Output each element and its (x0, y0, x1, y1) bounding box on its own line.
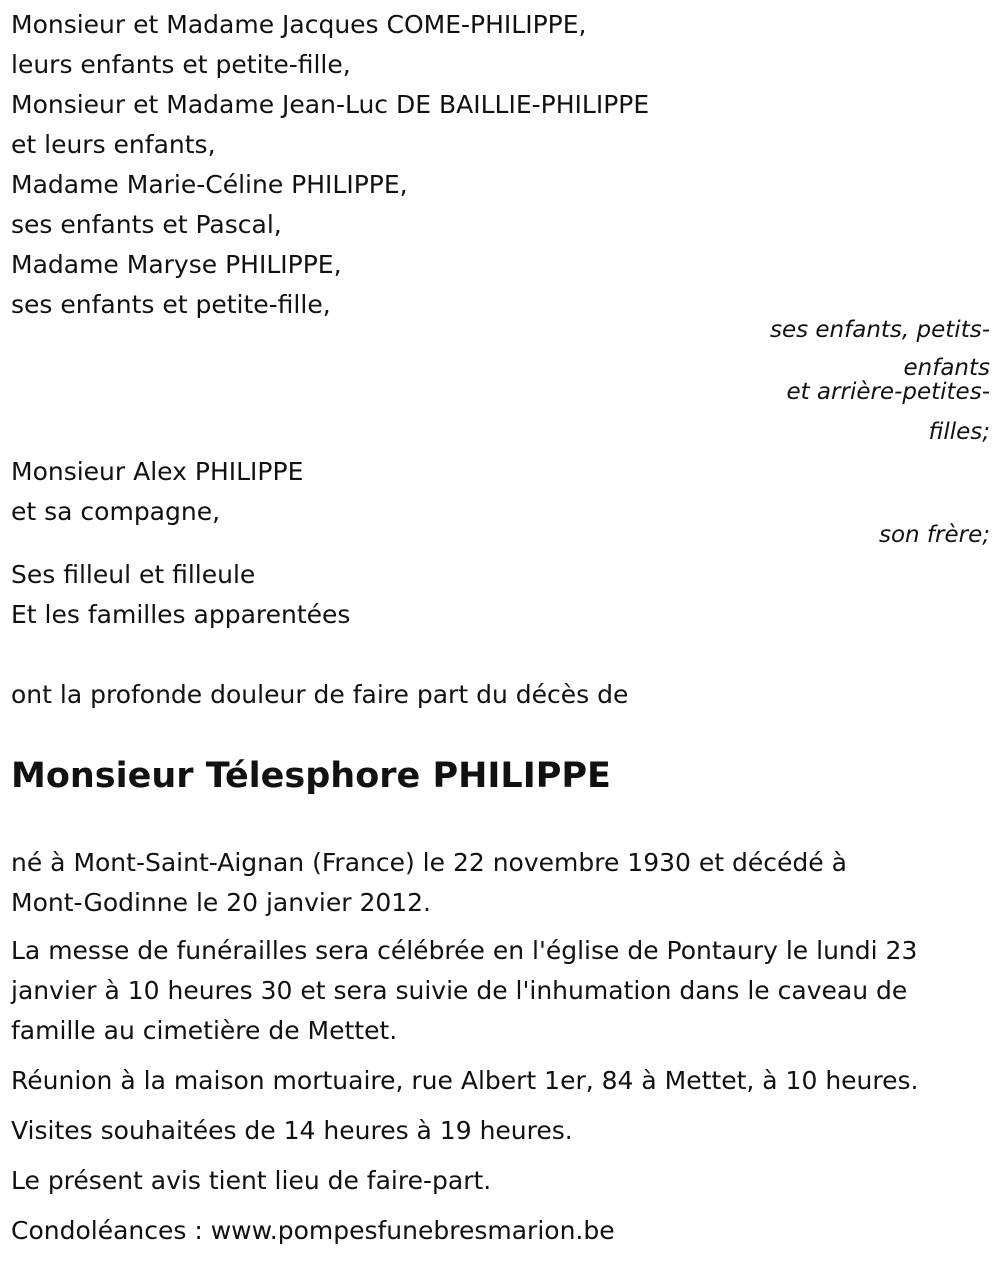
birth-death-line: Mont-Godinne le 20 janvier 2012. (11, 888, 432, 917)
notice-line: Le présent avis tient lieu de faire-part. (11, 1166, 492, 1195)
family-line: Monsieur et Madame Jean-Luc DE BAILLIE-PHILIPPE (11, 90, 650, 119)
family-line: ses enfants et petite-fille, (11, 290, 331, 319)
deceased-name: Monsieur Télesphore PHILIPPE (11, 756, 611, 796)
others-line: Et les familles apparentées (11, 600, 351, 629)
family-line: Madame Maryse PHILIPPE, (11, 250, 342, 279)
brother-line: Monsieur Alex PHILIPPE (11, 457, 304, 486)
family-line: ses enfants et Pascal, (11, 210, 282, 239)
brother-line: et sa compagne, (11, 497, 221, 526)
funeral-line: famille au cimetière de Mettet. (11, 1016, 398, 1045)
visits-line: Visites souhaitées de 14 heures à 19 heures. (11, 1116, 573, 1145)
funeral-line: janvier à 10 heures 30 et sera suivie de l'inhumation dans le caveau de (11, 976, 908, 1005)
family-line: leurs enfants et petite-fille, (11, 50, 351, 79)
birth-death-line: né à Mont-Saint-Aignan (France) le 22 novembre 1930 et décédé à (11, 848, 847, 877)
family-line: Monsieur et Madame Jacques COME-PHILIPPE, (11, 10, 587, 39)
announcement: ont la profonde douleur de faire part du décès de (11, 680, 629, 709)
relation-label: son frère; (878, 522, 990, 548)
others-line: Ses filleul et filleule (11, 560, 256, 589)
condolences-line: Condoléances : www.pompesfunebresmarion.be (11, 1216, 615, 1245)
relation-label: et arrière-petites- (786, 379, 990, 405)
family-line: et leurs enfants, (11, 130, 216, 159)
meeting-line: Réunion à la maison mortuaire, rue Albert 1er, 84 à Mettet, à 10 heures. (11, 1066, 919, 1095)
relation-label: enfants (903, 355, 990, 381)
family-line: Madame Marie-Céline PHILIPPE, (11, 170, 408, 199)
funeral-line: La messe de funérailles sera célébrée en l'église de Pontaury le lundi 23 (11, 936, 918, 965)
relation-label: ses enfants, petits- (769, 317, 990, 343)
relation-label: filles; (928, 419, 990, 445)
